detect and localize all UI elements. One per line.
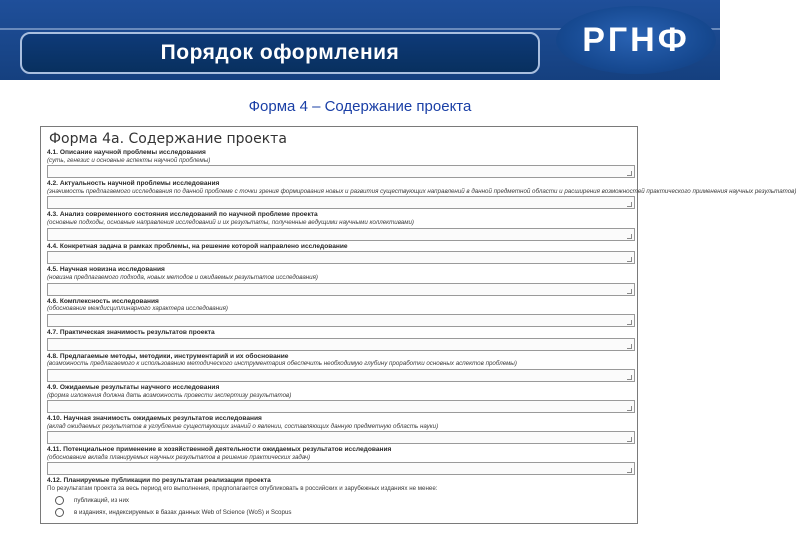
section-label: 4.1. Описание научной проблемы исследования bbox=[47, 149, 206, 156]
section-hint: (новизна предлагаемого подхода, новых методов и ожидаемых результатов исследования) bbox=[47, 274, 318, 282]
section-label: 4.6. Комплексность исследования bbox=[47, 297, 159, 305]
section-text-field[interactable] bbox=[47, 165, 635, 178]
section-text-field[interactable] bbox=[47, 431, 635, 444]
publication-option-label: в изданиях, индексируемых в базах данных Web of Science (WoS) и Scopus bbox=[74, 509, 292, 517]
section-text-field[interactable] bbox=[47, 283, 635, 296]
section-hint: (вклад ожидаемых результатов в углубление существующих знаний о явлении, составляющих данную предметную область науки) bbox=[47, 422, 439, 430]
form-section bbox=[47, 384, 635, 413]
rgnf-logo: РГНФ bbox=[556, 6, 716, 74]
section-text-field[interactable] bbox=[47, 400, 635, 413]
slide-subtitle: Форма 4 – Содержание проекта bbox=[248, 98, 472, 115]
form-heading: Форма 4а. Содержание проекта bbox=[49, 131, 287, 147]
slide-title: Порядок оформления bbox=[20, 32, 540, 74]
section-hint: (суть, генезис и основные аспекты научной проблемы) bbox=[47, 156, 211, 164]
form-section bbox=[47, 298, 635, 327]
section-text-field[interactable] bbox=[47, 338, 635, 351]
section-hint: (возможность предлагаемого к использованию методического инструментария обеспечить необходимую глубину проработки основных аспектов проблемы) bbox=[47, 360, 517, 368]
radio-button[interactable] bbox=[55, 508, 64, 517]
section-label: 4.7. Практическая значимость результатов проекта bbox=[47, 328, 215, 336]
section-text-field[interactable] bbox=[47, 251, 635, 264]
section-text-field[interactable] bbox=[47, 462, 635, 475]
section-text-field[interactable] bbox=[47, 196, 635, 209]
section-label: 4.11. Потенциальное применение в хозяйственной деятельности ожидаемых результатов исследования bbox=[47, 446, 392, 454]
section-hint: (обоснование вклада планируемых научных результатов в решение практических задач) bbox=[47, 454, 311, 462]
publications-label: 4.12. Планируемые публикации по результатам реализации проекта bbox=[47, 477, 271, 485]
radio-button[interactable] bbox=[55, 496, 64, 505]
form-screenshot bbox=[40, 126, 796, 524]
publication-option[interactable] bbox=[47, 495, 635, 507]
form-section bbox=[47, 180, 796, 209]
publication-option-label: публикаций, из них bbox=[74, 497, 130, 505]
publication-option[interactable] bbox=[47, 507, 635, 519]
section-text-field[interactable] bbox=[47, 314, 635, 327]
form-section bbox=[47, 446, 635, 475]
section-label: 4.10. Научная значимость ожидаемых результатов исследования bbox=[47, 415, 262, 423]
section-hint: (основные подходы, основные направления исследований и их результаты, полученные ведущими научными коллективами) bbox=[47, 219, 414, 227]
section-text-field[interactable] bbox=[47, 228, 635, 241]
section-text-field[interactable] bbox=[47, 369, 635, 382]
publication-options bbox=[47, 495, 635, 519]
section-hint: (обоснование междисциплинарного характера исследования) bbox=[47, 305, 228, 313]
form-section bbox=[47, 266, 635, 295]
form-section bbox=[47, 415, 635, 444]
section-label: 4.5. Научная новизна исследования bbox=[47, 266, 165, 274]
section-label: 4.4. Конкретная задача в рамках проблемы, на решение которой направлено исследование bbox=[47, 242, 348, 250]
form-sections bbox=[47, 149, 796, 521]
publications-question: По результатам проекта за весь период его выполнения, предполагается опубликовать в российских и зарубежных изданиях не менее: bbox=[47, 485, 438, 493]
form-section bbox=[47, 211, 635, 240]
section-label: 4.9. Ожидаемые результаты научного исследования bbox=[47, 383, 220, 391]
section-hint: (форма изложения должна дать возможность провести экспертизу результатов) bbox=[47, 391, 292, 399]
section-label: 4.2. Актуальность научной проблемы исследования bbox=[47, 180, 220, 188]
section-label: 4.8. Предлагаемые методы, методики, инструментарий и их обоснование bbox=[47, 352, 289, 360]
section-hint: (значимость предлагаемого исследования по данной проблеме с точки зрения формирования новых и развития существующих направлений в данной предметной области и расширения возможностей практического применения научных результатов) bbox=[47, 188, 796, 195]
form-section bbox=[47, 329, 635, 351]
form-section bbox=[47, 353, 635, 382]
form-section bbox=[47, 149, 635, 178]
header-bar bbox=[0, 0, 720, 80]
section-label: 4.3. Анализ современного состояния исследований по научной проблеме проекта bbox=[47, 211, 318, 219]
form-section bbox=[47, 243, 635, 265]
publications-section bbox=[47, 477, 635, 518]
